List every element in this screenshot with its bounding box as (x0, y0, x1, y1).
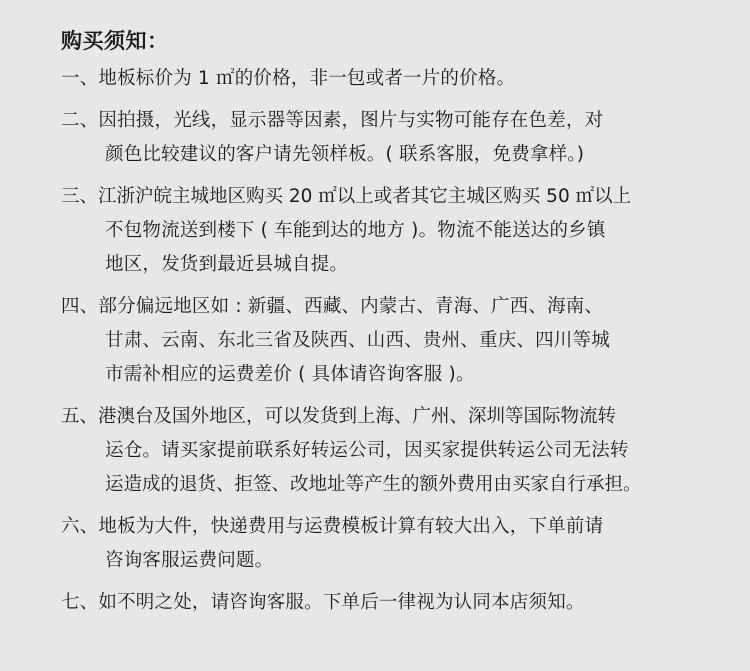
notice-item-3-line-1: 三、江浙沪皖主城地区购买 20 ㎡以上或者其它主城区购买 50 ㎡以上 (61, 186, 632, 207)
notice-item-1 (61, 62, 728, 96)
notice-item-6-line-1: 六、地板为大件，快递费用与运费模板计算有较大出入，下单前请 (61, 516, 604, 537)
notice-item-2-line-1: 二、因拍摄，光线，显示器等因素，图片与实物可能存在色差，对 (61, 110, 604, 131)
notice-item-4-line-3: 市需补相应的运费差价 ( 具体请咨询客服 )。 (105, 364, 475, 385)
notice-item-5 (61, 400, 728, 502)
notice-item-3-line-2: 不包物流送到楼下 ( 车能到达的地方 )。物流不能送达的乡镇 (105, 220, 606, 241)
notice-title: 购买须知： (61, 29, 169, 53)
notice-item-5-line-3: 运造成的退货、拒签、改地址等产生的额外费用由买家自行承担。 (105, 474, 642, 495)
notice-item-3 (61, 180, 728, 282)
notice-item-7 (61, 586, 728, 620)
notice-item-5-line-1: 五、港澳台及国外地区，可以发货到上海、广州、深圳等国际物流转 (61, 406, 617, 427)
notice-item-6 (61, 510, 728, 578)
notice-item-1-line-1: 一、地板标价为 1 ㎡的价格，非一包或者一片的价格。 (61, 68, 516, 89)
notice-item-3-line-3: 地区，发货到最近县城自提。 (105, 254, 349, 275)
notice-item-4 (61, 290, 728, 392)
notice-item-2-line-2: 颜色比较建议的客户请先领样板。( 联系客服，免费拿样。) (105, 144, 585, 165)
notice-item-7-line-1: 七、如不明之处，请咨询客服。下单后一律视为认同本店须知。 (61, 592, 585, 613)
notice-item-6-line-2: 咨询客服运费问题。 (105, 550, 274, 571)
notice-item-2 (61, 104, 728, 172)
notice-item-5-line-2: 运仓。请买家提前联系好转运公司，因买家提供转运公司无法转 (105, 440, 629, 461)
notice-item-4-line-1: 四、部分偏远地区如 : 新疆、西藏、内蒙古、青海、广西、海南、 (61, 296, 604, 317)
notice-item-4-line-2: 甘肃、云南、东北三省及陕西、山西、贵州、重庆、四川等城 (105, 330, 610, 351)
